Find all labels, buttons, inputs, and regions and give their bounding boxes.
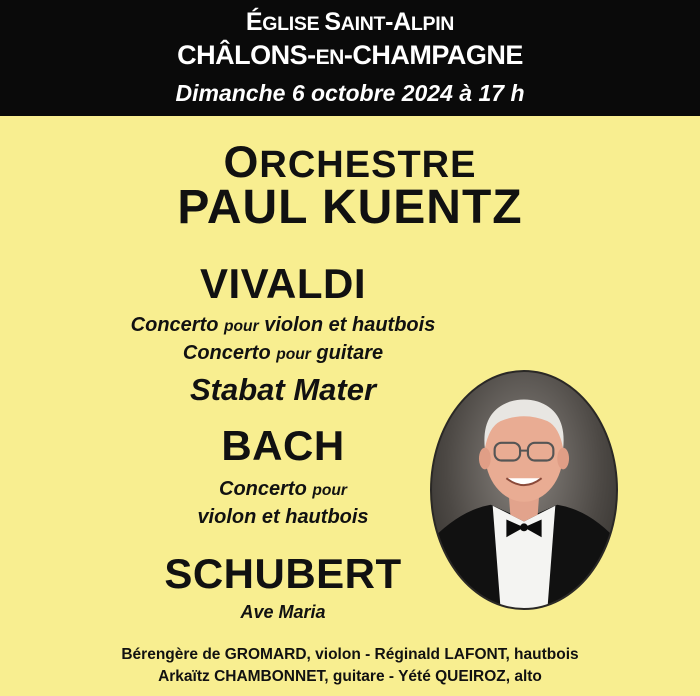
orchestra-label: ORCHESTRE xyxy=(223,136,477,187)
composer-schubert: SCHUBERT xyxy=(164,550,402,597)
performers-line-1: Bérengère de GROMARD, violon - Réginald LAFONT, hautbois xyxy=(121,646,579,663)
vivaldi-piece-1: Concerto pour violon et hautbois xyxy=(130,314,436,336)
composer-vivaldi: VIVALDI xyxy=(199,260,367,307)
performers-line-2: Arkaïtz CHAMBONNET, guitare - Yété QUEIROZ, alto xyxy=(158,668,542,685)
venue-title: ÉGLISE SAINT-ALPIN xyxy=(245,8,455,36)
bach-piece-line-2: violon et hautbois xyxy=(197,506,369,528)
concert-date: Dimanche 6 octobre 2024 à 17 h xyxy=(175,80,525,106)
bach-piece-line-1: Concerto pour xyxy=(219,478,347,500)
header-band xyxy=(0,0,700,116)
vivaldi-piece-3: Stabat Mater xyxy=(189,372,377,407)
conductor-portrait-illustration xyxy=(432,372,616,608)
conductor-portrait xyxy=(430,370,618,610)
schubert-piece: Ave Maria xyxy=(240,602,326,622)
city-title: CHÂLONS-EN-CHAMPAGNE xyxy=(177,40,523,70)
composer-bach: BACH xyxy=(221,422,345,469)
vivaldi-piece-2: Concerto pour guitare xyxy=(182,342,384,364)
orchestra-name: PAUL KUENTZ xyxy=(177,181,523,234)
